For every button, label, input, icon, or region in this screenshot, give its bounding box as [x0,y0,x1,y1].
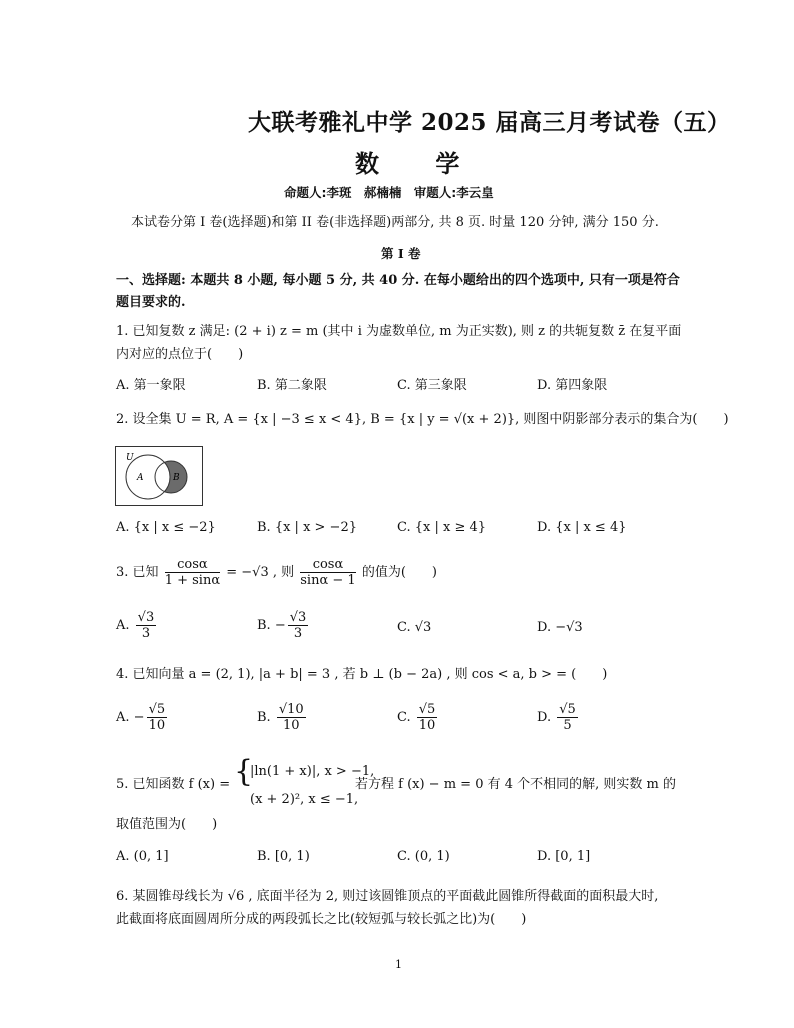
q2-line1: 2. 设全集 U = R, A = {x | −3 ≤ x < 4}, B = {x | y = √(x + 2)}, 则图中阴影部分表示的集合为( ) [116,412,729,427]
q5-suffix: 若方程 f (x) − m = 0 有 4 个不相同的解, 则实数 m 的 [355,777,676,792]
q3-fraction-2: $\frac{\cos\alpha}{\sin\alpha - 1}$ [300,557,356,588]
q1-line1: 1. 已知复数 z 满足: (2 + i) z = m (其中 i 为虚数单位, m 为正实数), 则 z 的共轭复数 z̄ 在复平面 [116,324,682,339]
q5-case1: |ln(1 + x)|, x > −1, [250,764,375,779]
authors-line: 命题人:李斑 郝楠楠 审题人:李云皇 [284,185,494,200]
q3-option-d: D. −√3 [537,620,583,635]
page-number: 1 [395,958,402,971]
q3-fraction-1: $\frac{\cos\alpha}{1 + \sin\alpha}$ [164,557,221,588]
q2-option-b: B. {x | x > −2} [257,520,357,535]
venn-label-b: B [173,473,180,483]
q3-stem [116,557,437,588]
q6-line2: 此截面将底面圆周所分成的两段弧长之比(较短弧与较长弧之比)为( ) [116,912,527,927]
q4-option-b: B. $\frac{√10}{10}$ [257,702,304,733]
venn-label-a: A [137,473,144,483]
q1-line2: 内对应的点位于( ) [116,347,244,362]
q5-prefix: 5. 已知函数 f (x) = [116,777,231,792]
exam-title: 大联考雅礼中学 2025 届高三月考试卷（五） [248,109,731,136]
venn-diagram-svg [116,447,202,505]
q1-option-d: D. 第四象限 [537,378,608,393]
q4-option-c: C. $\frac{√5}{10}$ [397,702,436,733]
q5-brace: { [234,754,254,789]
q1-option-a: A. 第一象限 [116,378,186,393]
q4-line1: 4. 已知向量 a = (2, 1), |a + b| = 3 , 若 b ⊥ (b − 2a) , 则 cos < a, b > = ( ) [116,667,608,682]
q4-option-d: D. $\frac{√5}{5}$ [537,702,576,733]
q3-prefix: 3. 已知 [116,565,159,580]
q5-option-c: C. (0, 1) [397,849,450,864]
q1-option-b: B. 第二象限 [257,378,327,393]
q3-option-c: C. √3 [397,620,432,635]
q5-case2: (x + 2)², x ≤ −1, [250,792,359,807]
q3-option-a: A. $\frac{√3}{3}$ [116,610,155,641]
venn-diagram [115,446,203,506]
venn-label-u: U [126,453,134,463]
volume-heading: 第 I 卷 [381,246,421,261]
q3-option-b: B. − $\frac{√3}{3}$ [257,610,307,641]
q1-option-c: C. 第三象限 [397,378,467,393]
q6-line1: 6. 某圆锥母线长为 √6 , 底面半径为 2, 则过该圆锥顶点的平面截此圆锥所得截面的面积最大时, [116,889,659,904]
q5-option-b: B. [0, 1) [257,849,310,864]
q2-option-c: C. {x | x ≥ 4} [397,520,487,535]
section-heading: 一、选择题: 本题共 8 小题, 每小题 5 分, 共 40 分. 在每小题给出的四个选项中, 只有一项是符合题目要求的. [116,273,680,310]
q5-option-a: A. (0, 1] [116,849,169,864]
q5-line2: 取值范围为( ) [116,817,218,832]
exam-intro: 本试卷分第 I 卷(选择题)和第 II 卷(非选择题)两部分, 共 8 页. 时量 120 分钟, 满分 150 分. [131,215,659,230]
q4-option-a: A. − $\frac{√5}{10}$ [116,702,166,733]
q5-option-d: D. [0, 1] [537,849,591,864]
subject-title: 数 学 [355,149,460,178]
q3-mid: = −√3 , 则 [226,565,295,580]
q3-suffix: 的值为( ) [361,565,437,580]
q2-option-d: D. {x | x ≤ 4} [537,520,627,535]
q2-option-a: A. {x | x ≤ −2} [116,520,216,535]
